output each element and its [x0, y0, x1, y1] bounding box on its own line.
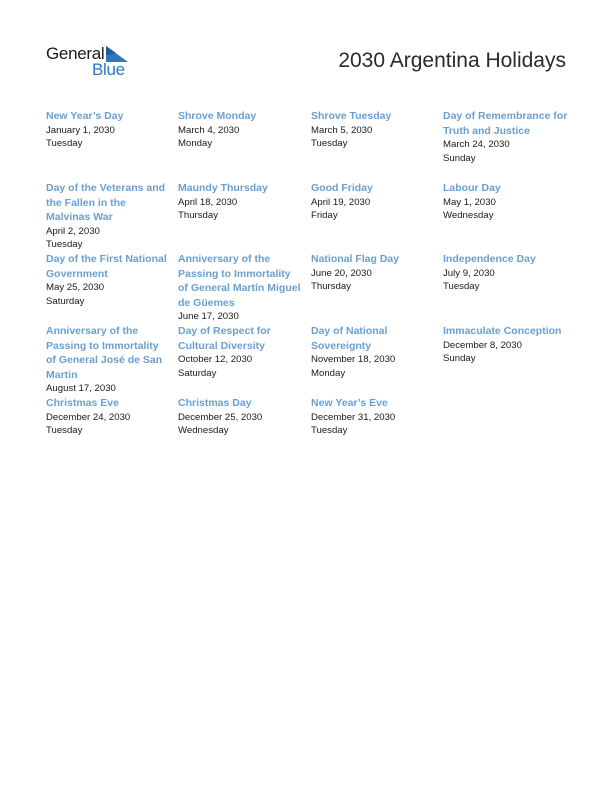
holiday-weekday: Monday — [311, 367, 346, 379]
logo-general-text: General — [46, 44, 105, 63]
holiday-weekday: Tuesday — [311, 138, 348, 150]
holiday-entry — [46, 181, 171, 252]
holiday-entry — [311, 396, 436, 438]
holiday-entry — [311, 181, 436, 223]
holiday-date: May 25, 2030 — [46, 282, 105, 293]
holiday-name: Day of National Sovereignty — [311, 325, 388, 352]
holiday-name: Maundy Thursday — [178, 182, 268, 194]
holiday-entry — [443, 181, 568, 223]
holiday-name: Day of the Veterans and the Fallen in the Malvinas War — [46, 182, 166, 223]
holiday-entry — [178, 109, 303, 151]
holiday-date: March 24, 2030 — [443, 139, 510, 150]
holiday-weekday: Thursday — [311, 281, 351, 293]
holiday-name: Day of Respect for Cultural Diversity — [178, 325, 271, 352]
holiday-name: Anniversary of the Passing to Immortality of General Martín Miguel de Güemes — [178, 253, 301, 309]
holiday-name: Immaculate Conception — [443, 325, 562, 337]
holiday-weekday: Tuesday — [311, 425, 348, 437]
holiday-name: Labour Day — [443, 182, 501, 194]
holiday-name: National Flag Day — [311, 253, 400, 265]
holiday-name: New Year’s Eve — [311, 397, 388, 409]
holiday-entry — [311, 324, 436, 381]
holiday-date: April 19, 2030 — [311, 196, 371, 208]
holiday-entry — [178, 252, 303, 324]
logo — [46, 44, 136, 80]
holiday-entry — [311, 252, 436, 294]
holiday-name: Shrove Tuesday — [311, 110, 392, 122]
holiday-entry — [178, 324, 303, 381]
holiday-date: December 25, 2030 — [178, 411, 263, 423]
holiday-date: January 1, 2030 — [46, 124, 115, 136]
holiday-date: July 9, 2030 — [443, 267, 495, 279]
holiday-name: Independence Day — [443, 253, 536, 265]
holiday-weekday: Wednesday — [178, 425, 229, 437]
holiday-weekday: Tuesday — [46, 138, 83, 150]
holiday-entry — [311, 109, 436, 151]
holiday-date: April 18, 2030 — [178, 196, 238, 208]
holiday-weekday: Monday — [178, 138, 213, 150]
holiday-entry — [178, 181, 303, 223]
holiday-weekday: Saturday — [178, 367, 217, 379]
holiday-weekday: Thursday — [178, 210, 218, 222]
holiday-name: Day of the First National Government — [46, 253, 167, 280]
holiday-date: December 31, 2030 — [311, 411, 396, 423]
holiday-weekday: Tuesday — [46, 425, 83, 437]
holiday-date: June 20, 2030 — [311, 267, 372, 279]
holiday-entry — [46, 324, 171, 396]
holiday-date: June 17, 2030 — [178, 311, 239, 322]
holiday-entry — [46, 109, 171, 151]
holiday-name: Christmas Eve — [46, 397, 119, 409]
holiday-date: August 17, 2030 — [46, 383, 116, 394]
page-title: 2030 Argentina Holidays — [338, 49, 566, 72]
holiday-name: New Year’s Day — [46, 110, 124, 122]
holiday-date: November 18, 2030 — [311, 354, 396, 365]
holiday-name: Day of Remembrance for Truth and Justice — [443, 110, 568, 137]
holiday-weekday: Sunday — [443, 152, 476, 164]
holiday-entry — [443, 109, 571, 166]
holiday-weekday: Wednesday — [443, 210, 494, 222]
holiday-date: May 1, 2030 — [443, 196, 496, 208]
holiday-weekday: Friday — [311, 210, 338, 222]
holiday-name: Christmas Day — [178, 397, 252, 409]
holiday-entry — [178, 396, 303, 438]
holiday-date: December 8, 2030 — [443, 339, 522, 351]
holiday-date: October 12, 2030 — [178, 354, 253, 365]
holiday-date: March 5, 2030 — [311, 124, 373, 136]
holiday-entry — [46, 252, 171, 309]
holiday-date: April 2, 2030 — [46, 225, 100, 237]
holiday-name: Shrove Monday — [178, 110, 257, 122]
logo-blue-text: Blue — [92, 60, 125, 79]
holiday-name: Anniversary of the Passing to Immortality of General José de San Martin — [46, 325, 163, 381]
holiday-weekday: Tuesday — [443, 281, 480, 293]
holiday-entry — [443, 324, 578, 366]
holiday-weekday: Tuesday — [46, 239, 83, 251]
holiday-date: March 4, 2030 — [178, 124, 240, 136]
holiday-weekday: Saturday — [46, 295, 85, 307]
holiday-date: December 24, 2030 — [46, 411, 131, 423]
holiday-entry — [46, 396, 171, 438]
holiday-entry — [443, 252, 568, 294]
holiday-weekday: Sunday — [443, 353, 476, 365]
holiday-name: Good Friday — [311, 182, 373, 194]
